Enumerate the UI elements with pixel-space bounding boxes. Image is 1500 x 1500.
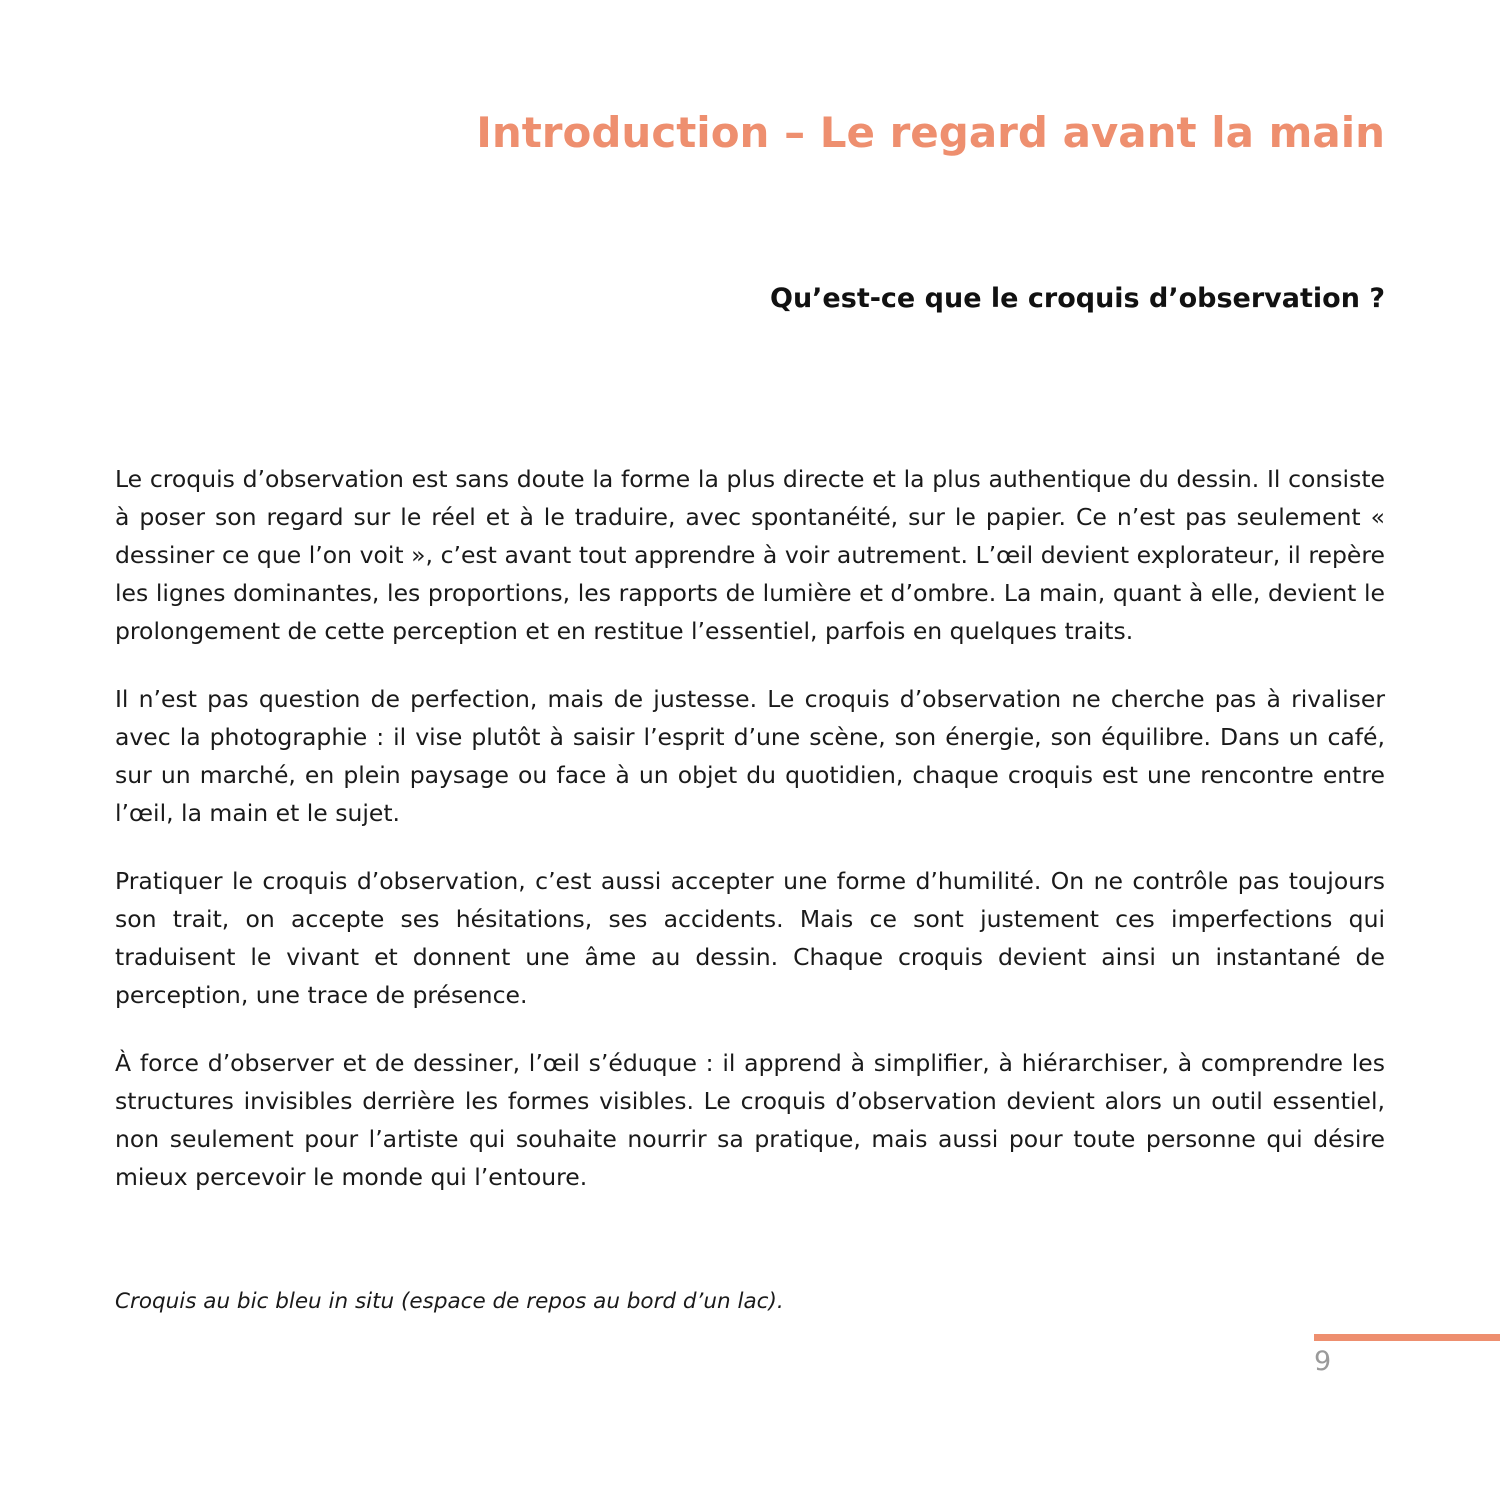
paragraph-2: Il n’est pas question de perfection, mais de justesse. Le croquis d’observation ne cherche pas à rivaliser avec la photographie : il vise plutôt à saisir l’esprit d’une scène, son énergie, son équilibre. Dans un café, sur un marché, en plein paysage ou face à un objet du quotidien, chaque croquis est une rencontre entre l’œil, la main et le sujet. bbox=[115, 685, 1385, 827]
paragraph-4: À force d’observer et de dessiner, l’œil s’éduque : il apprend à simplifier, à hiérarchiser, à comprendre les structures invisibles derrière les formes visibles. Le croquis d’observation devient alors un outil essentiel, non seulement pour l’artiste qui souhaite nourrir sa pratique, mais aussi pour toute personne qui désire mieux percevoir le monde qui l’entoure. bbox=[115, 1049, 1385, 1191]
section-subtitle: Qu’est-ce que le croquis d’observation ? bbox=[770, 283, 1385, 314]
page-number: 9 bbox=[1314, 1346, 1332, 1377]
figure-caption: Croquis au bic bleu in situ (espace de repos au bord d’un lac). bbox=[115, 1289, 784, 1314]
page-title: Introduction – Le regard avant la main bbox=[476, 108, 1385, 157]
paragraph-1: Le croquis d’observation est sans doute la forme la plus directe et la plus authentique du dessin. Il consiste à poser son regard sur le réel et à le traduire, avec spontanéité, sur le papier. Ce n’est pas seulement « dessiner ce que l’on voit », c’est avant tout apprendre à voir autrement. L’œil devient explorateur, il repère les lignes dominantes, les proportions, les rapports de lumière et d’ombre. La main, quant à elle, devient le prolongement de cette perception et en restitue l’essentiel, parfois en quelques traits. bbox=[115, 465, 1385, 645]
footer-accent-rule bbox=[1314, 1334, 1500, 1341]
paragraph-3: Pratiquer le croquis d’observation, c’est aussi accepter une forme d’humilité. On ne contrôle pas toujours son trait, on accepte ses hésitations, ses accidents. Mais ce sont justement ces imperfections qui traduisent le vivant et donnent une âme au dessin. Chaque croquis devient ainsi un instantané de perception, une trace de présence. bbox=[115, 867, 1385, 1009]
body-text bbox=[115, 460, 1385, 1226]
